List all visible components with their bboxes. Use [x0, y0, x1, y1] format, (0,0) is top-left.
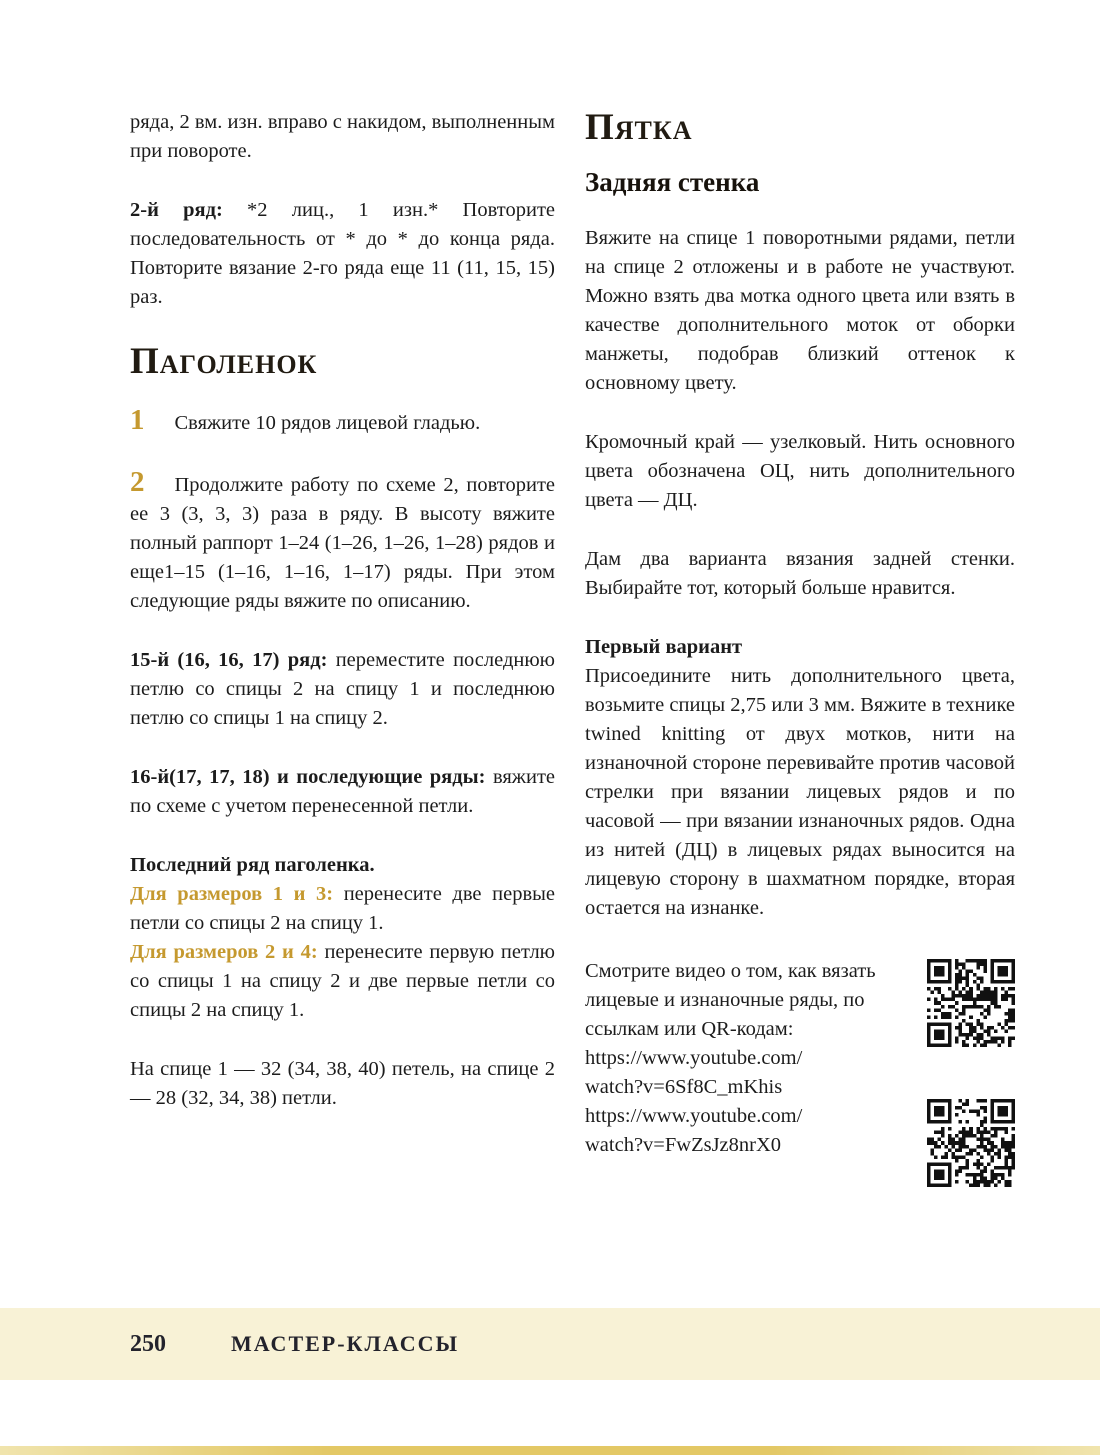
page-number: 250: [130, 1330, 166, 1357]
paragraph-heel-3: [585, 545, 1015, 603]
stitch-counts-text: На спице 1 — 32 (34, 38, 40) петель, на спице 2 — 28 (32, 34, 38) петли.: [130, 1058, 555, 1109]
sizes-1-3-text: перенесите две первые петли со спицы 2 на спицу 1.: [130, 883, 555, 934]
youtube-link-1-line-1[interactable]: https://www.youtube.com/: [585, 1047, 803, 1069]
left-column: [130, 108, 555, 1113]
footer-section-title: МАСТЕР-КЛАССЫ: [231, 1331, 460, 1356]
variant-1-text: Присоедините нить дополнительного цвета, возьмите спицы 2,75 или 3 мм. Вяжите в технике twined knitting от двух мотков, нити на изнаночной стороне перевивайте против часовой стрелки при вязании лицевых рядов и по часовой — при вязании изнаночных рядов. Одна из нитей (ДЦ) в лицевых рядах выносится на лицевую сторону в шахматном порядке, вторая остается на изнанке.: [585, 665, 1015, 919]
sizes-2-4-text: перенесите первую петлю со спицы 1 на спицу 2 и две первые петли со спицы 2 на спицу 1.: [130, 941, 555, 1021]
youtube-link-2-line-1[interactable]: https://www.youtube.com/: [585, 1105, 803, 1127]
row16-text: вяжите по схеме с учетом перенесенной петли.: [130, 766, 556, 817]
variant-1-heading: Первый вариант: [585, 636, 743, 658]
qr-code-2: [927, 1099, 1015, 1187]
paragraph-stitch-counts: [130, 1055, 555, 1113]
paragraph-last-row: [130, 851, 555, 1025]
video-links-text: [585, 957, 911, 1160]
step-2-text: Продолжите работу по схеме 2, повторите ее 3 (3, 3, 3) раза в ряду. В высоту вяжите полный раппорт 1–24 (1–26, 1–26, 1–28) рядов и еще1–15 (1–16, 1–16, 1–17) ряды. При этом следующие ряды вяжите по описанию.: [130, 474, 555, 612]
bottom-gold-strip: [0, 1446, 1100, 1455]
youtube-link-1-line-2[interactable]: watch?v=6Sf8C_mKhis: [585, 1076, 783, 1098]
sizes-1-3-line: [130, 880, 555, 938]
sub-heading-back-wall: Задняя стенка: [585, 167, 760, 197]
row2-lead: 2-й ряд:: [130, 199, 223, 221]
paragraph-heel-2: [585, 428, 1015, 515]
step-1: [130, 406, 555, 438]
row16-lead: 16-й(17, 17, 18) и последующие ряды:: [130, 766, 486, 788]
qr-code-stack: [927, 957, 1015, 1187]
right-column: [585, 108, 1015, 1187]
row15-text: переместите последнюю петлю со спицы 2 на спицу 1 и последнюю петлю со спицы 1 на спицу 2.: [130, 649, 555, 729]
paragraph-row2: [130, 196, 555, 312]
video-links-block: [585, 957, 1015, 1187]
row15-lead: 15-й (16, 16, 17) ряд:: [130, 649, 328, 671]
heel-3-text: Дам два варианта вязания задней стенки. Выбирайте тот, который больше нравится.: [585, 548, 1015, 599]
heel-2-text: Кромочный край — узелковый. Нить основного цвета обозначена ОЦ, нить дополнительного цвета — ДЦ.: [585, 431, 1015, 511]
step-1-number: 1: [130, 404, 145, 436]
sizes-1-3-lead: Для размеров 1 и 3:: [130, 883, 334, 905]
section-heading-pyatka: Пятка: [585, 107, 693, 148]
paragraph-intro-text: ряда, 2 вм. изн. вправо с накидом, выполненным при повороте.: [130, 111, 555, 162]
step-2-number: 2: [130, 466, 145, 498]
heel-1-text: Вяжите на спице 1 поворотными рядами, петли на спице 2 отложены и в работе не участвуют. Можно взять два мотка одного цвета или взять в качестве дополнительного моток от оборки манжеты, подобрав близкий оттенок к основному цвету.: [585, 227, 1015, 394]
step-2: [130, 468, 555, 616]
section-heading-pagolenok: Паголенок: [130, 341, 318, 382]
sizes-2-4-lead: Для размеров 2 и 4:: [130, 941, 318, 963]
row2-text: *2 лиц., 1 изн.* Повторите последовательность от * до * до конца ряда. Повторите вязание 2-го ряда еще 11 (11, 15, 15) раз.: [130, 199, 555, 308]
qr-code-1: [927, 959, 1015, 1047]
sizes-2-4-line: [130, 938, 555, 1025]
youtube-link-2-line-2[interactable]: watch?v=FwZsJz8nrX0: [585, 1134, 782, 1156]
paragraph-intro: [130, 108, 555, 166]
paragraph-row16: [130, 763, 555, 821]
paragraph-variant-1: [585, 633, 1015, 923]
paragraph-row15: [130, 646, 555, 733]
step-1-text: Свяжите 10 рядов лицевой гладью.: [174, 412, 481, 434]
video-intro-text: Смотрите видео о том, как вязать лицевые и изнаночные ряды, по ссылкам или QR-кодам:: [585, 960, 876, 1040]
paragraph-heel-1: [585, 224, 1015, 398]
last-row-heading: Последний ряд паголенка.: [130, 854, 375, 876]
footer-band: [0, 1308, 1100, 1380]
